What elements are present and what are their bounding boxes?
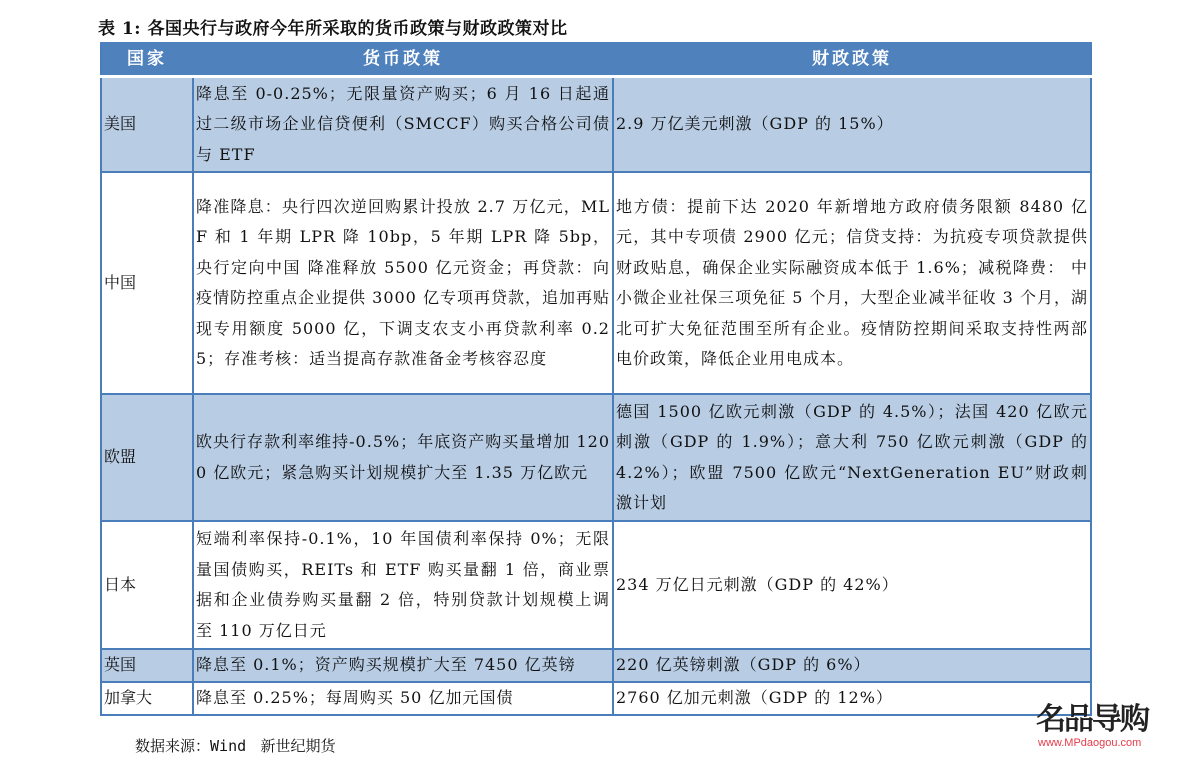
fiscal-cell: 2760 亿加元刺激（GDP 的 12%） [613, 682, 1091, 715]
monetary-cell: 欧央行存款利率维持-0.5%；年底资产购买量增加 1200 亿欧元；紧急购买计划规模扩大至 1.35 万亿欧元 [193, 394, 613, 521]
watermark-logo [1036, 704, 1176, 754]
source-provider: Wind [210, 737, 247, 755]
fiscal-cell: 德国 1500 亿欧元刺激（GDP 的 4.5%）；法国 420 亿欧元刺激（GDP 的 1.9%）；意大利 750 亿欧元刺激（GDP 的 4.2%）；欧盟 7500 亿欧元“NextGeneration EU”财政刺激计划 [613, 394, 1091, 521]
table-row-eu [101, 394, 1091, 521]
monetary-cell: 降准降息：央行四次逆回购累计投放 2.7 万亿元，MLF 和 1 年期 LPR 降 10bp，5 年期 LPR 降 5bp，央行定向中国 降准释放 5500 亿元资金；再贷款：向疫情防控重点企业提供 3000 亿专项再贷款，追加再贴现专用额度 5000 亿，下调支农支小再贷款利率 0.25；存准考核：适当提高存款准备金考核容忍度 [193, 172, 613, 394]
source-label: 数据来源： [135, 737, 211, 755]
table-row-canada [101, 682, 1091, 715]
monetary-cell: 短端利率保持-0.1%，10 年国债利率保持 0%；无限量国债购买，REITs 和 ETF 购买量翻 1 倍，商业票据和企业债券购买量翻 2 倍，特别贷款计划规模上调至 110 万亿日元 [193, 521, 613, 649]
country-cell: 加拿大 [101, 682, 193, 715]
source-org: 新世纪期货 [260, 737, 336, 755]
fiscal-cell: 地方债：提前下达 2020 年新增地方政府债务限额 8480 亿元，其中专项债 2900 亿元；信贷支持：为抗疫专项贷款提供财政贴息，确保企业实际融资成本低于 1.6%；减税降费： 中小微企业社保三项免征 5 个月，大型企业减半征收 3 个月，湖北可扩大免征范围至所有企业。疫情防控期间采取支持性两部电价政策，降低企业用电成本。 [613, 172, 1091, 394]
watermark-url: www.MPdaogou.com [1038, 737, 1142, 749]
header-country: 国家 [101, 43, 193, 76]
monetary-cell: 降息至 0.1%；资产购买规模扩大至 7450 亿英镑 [193, 649, 613, 682]
table-row-china [101, 172, 1091, 394]
fiscal-cell: 234 万亿日元刺激（GDP 的 42%） [613, 521, 1091, 649]
fiscal-cell: 2.9 万亿美元刺激（GDP 的 15%） [613, 76, 1091, 172]
table-title: 表 1: 各国央行与政府今年所采取的货币政策与财政政策对比 [98, 19, 568, 39]
policy-comparison-table [100, 42, 1092, 716]
fiscal-cell: 220 亿英镑刺激（GDP 的 6%） [613, 649, 1091, 682]
data-source-note [135, 735, 335, 756]
table-header-row [101, 43, 1091, 76]
watermark-brand: 名品导购 [1036, 702, 1148, 737]
country-cell: 英国 [101, 649, 193, 682]
table-row-uk [101, 649, 1091, 682]
monetary-cell: 降息至 0.25%；每周购买 50 亿加元国债 [193, 682, 613, 715]
country-cell: 美国 [101, 76, 193, 172]
country-cell: 中国 [101, 172, 193, 394]
monetary-cell: 降息至 0-0.25%；无限量资产购买；6 月 16 日起通过二级市场企业信贷便利（SMCCF）购买合格公司债与 ETF [193, 76, 613, 172]
country-cell: 欧盟 [101, 394, 193, 521]
table-row-japan [101, 521, 1091, 649]
header-monetary-policy: 货币政策 [193, 43, 613, 76]
table-row-usa [101, 76, 1091, 172]
header-fiscal-policy: 财政政策 [613, 43, 1091, 76]
country-cell: 日本 [101, 521, 193, 649]
